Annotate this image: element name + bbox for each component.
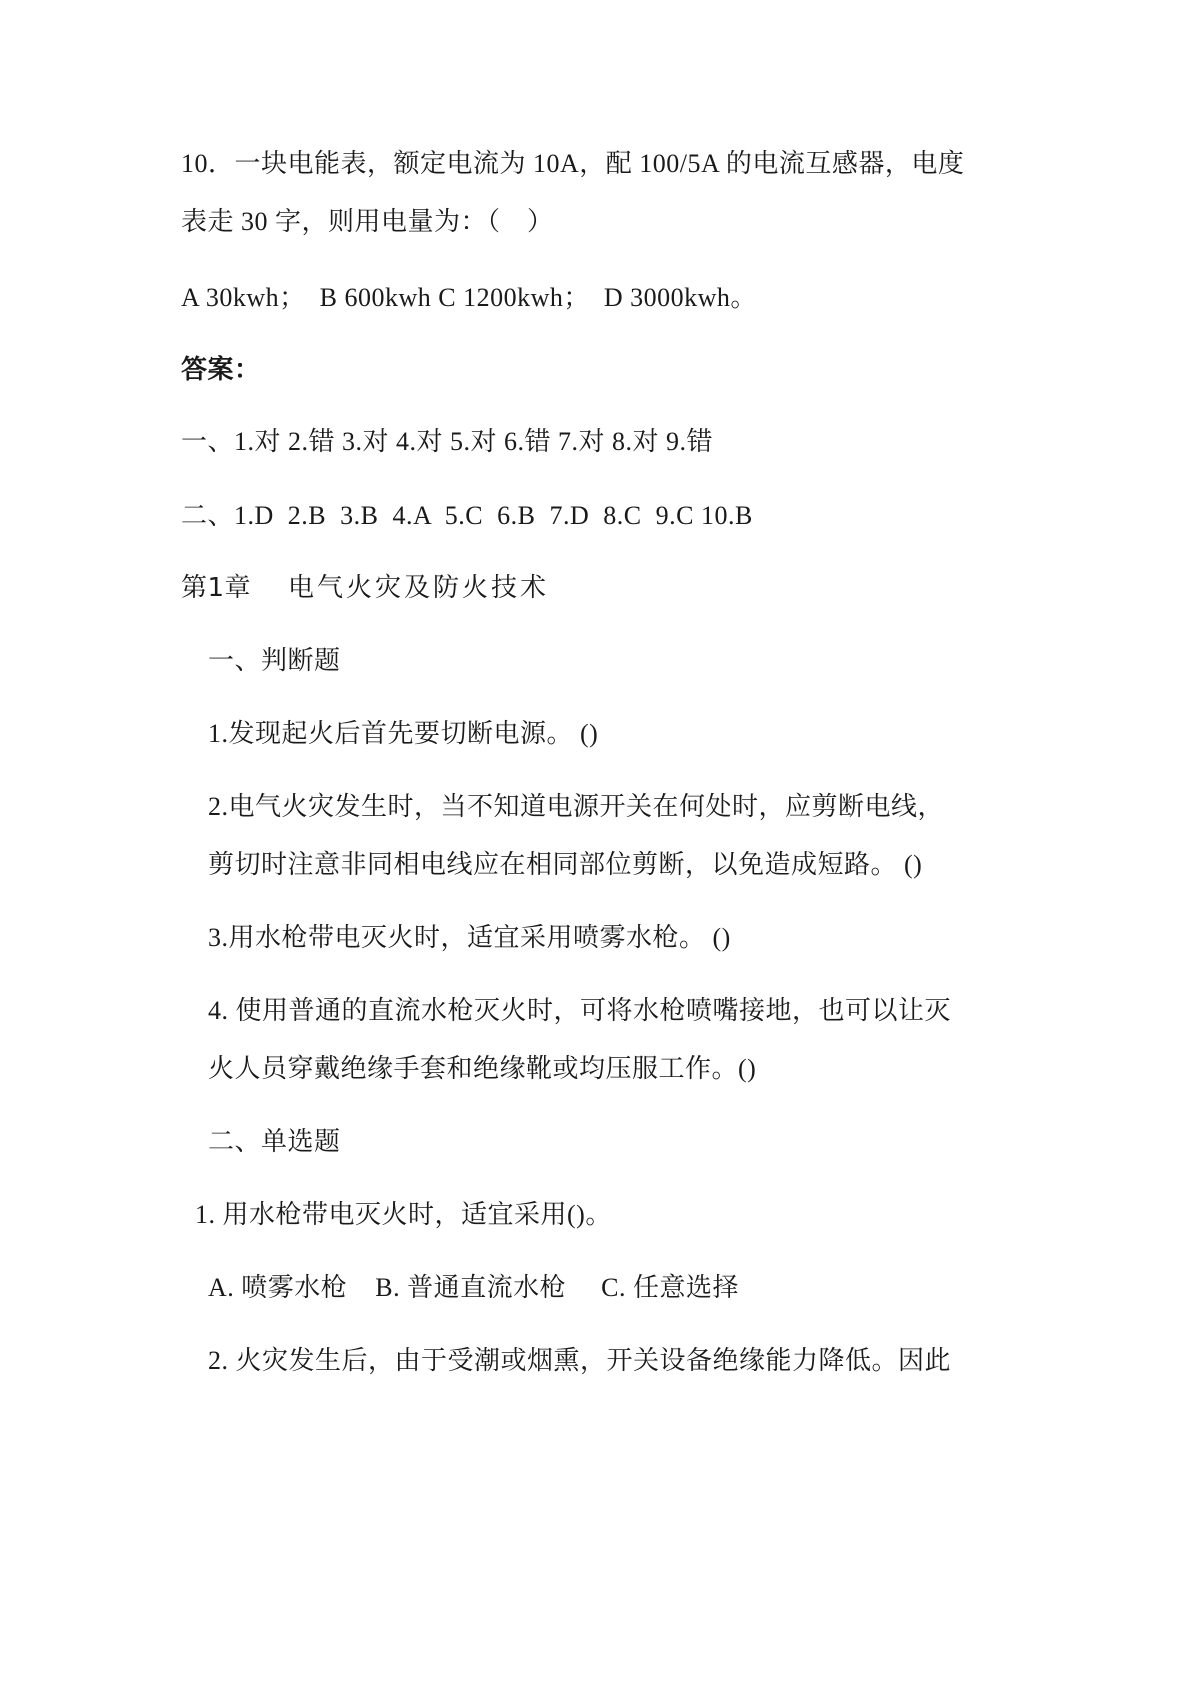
- single-choice-item-1-options: A. 喷雾水枪 B. 普通直流水枪 C. 任意选择: [208, 1273, 739, 1302]
- answers-multiple-choice: 二、1.D 2.B 3.B 4.A 5.C 6.B 7.D 8.C 9.C 10.B: [181, 501, 753, 530]
- chapter-number: 第1章: [181, 573, 252, 603]
- true-false-item-2-line2: 剪切时注意非同相电线应在相同部位剪断，以免造成短路。 (): [208, 850, 923, 879]
- true-false-item-2-line1: 2.电气火灾发生时，当不知道电源开关在何处时，应剪断电线，: [208, 792, 945, 821]
- question-10-text-line2: 表走 30 字，则用电量为：（ ）: [181, 207, 554, 236]
- true-false-item-4-line1: 4. 使用普通的直流水枪灭火时，可将水枪喷嘴接地，也可以让灭: [208, 996, 952, 1025]
- single-choice-item-2-line1: 2. 火灾发生后，由于受潮或烟熏，开关设备绝缘能力降低。因此: [208, 1346, 952, 1375]
- question-10-text-line1: 10．一块电能表，额定电流为 10A，配 100/5A 的电流互感器，电度: [181, 149, 965, 178]
- true-false-item-4-line2: 火人员穿戴绝缘手套和绝缘靴或均压服工作。(): [208, 1054, 757, 1083]
- chapter-title: 电气火灾及防火技术: [288, 573, 550, 603]
- single-choice-item-1: 1. 用水枪带电灭火时，适宜采用()。: [195, 1200, 612, 1229]
- answer-heading: 答案：: [181, 355, 261, 385]
- section-title-single-choice: 二、单选题: [208, 1127, 341, 1156]
- section-title-true-false: 一、判断题: [208, 646, 341, 675]
- true-false-item-3: 3.用水枪带电灭火时，适宜采用喷雾水枪。 (): [208, 923, 731, 952]
- answers-true-false: 一、1.对 2.错 3.对 4.对 5.对 6.错 7.对 8.对 9.错: [181, 427, 714, 456]
- true-false-item-1: 1.发现起火后首先要切断电源。 (): [208, 719, 599, 748]
- question-10-options: A 30kwh； B 600kwh C 1200kwh； D 3000kwh。: [181, 283, 757, 312]
